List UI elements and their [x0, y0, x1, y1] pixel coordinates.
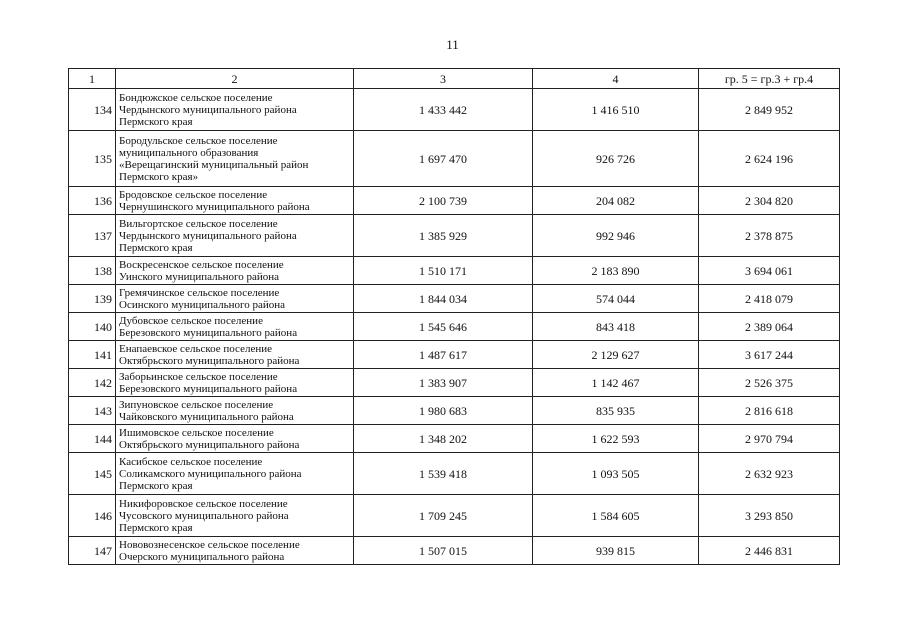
settlement-name: [116, 453, 354, 495]
settlement-name-line: Бродовское сельское поселение: [119, 188, 268, 201]
settlement-name-line: Нововознесенское сельское поселение: [119, 538, 300, 551]
settlement-name-line: Березовского муниципального района: [119, 382, 298, 395]
value-col5: 2 446 831: [699, 537, 840, 565]
value-col3: 2 100 739: [354, 187, 533, 215]
settlement-name-line: Касибское сельское поселение: [119, 455, 263, 468]
settlement-name-line: муниципального образования: [119, 146, 259, 159]
settlement-name: [116, 341, 354, 369]
value-col3: 1 433 442: [354, 89, 533, 131]
value-col4: 2 183 890: [533, 257, 699, 285]
value-col3: 1 844 034: [354, 285, 533, 313]
value-col4: 574 044: [533, 285, 699, 313]
value-col4: 835 935: [533, 397, 699, 425]
value-col4: 926 726: [533, 131, 699, 187]
header-col-5: гр. 5 = гр.3 + гр.4: [699, 69, 840, 89]
settlement-name-line: Пермского края: [119, 479, 193, 492]
settlement-name-line: Соликамского муниципального района: [119, 467, 302, 480]
value-col5: 3 694 061: [699, 257, 840, 285]
table-header-row: [69, 69, 840, 89]
value-col5: 2 849 952: [699, 89, 840, 131]
value-col5: 2 526 375: [699, 369, 840, 397]
table-row: [69, 341, 840, 369]
value-col3: 1 697 470: [354, 131, 533, 187]
table-row: [69, 187, 840, 215]
value-col5: 3 617 244: [699, 341, 840, 369]
settlement-name-line: Чусовского муниципального района: [119, 509, 289, 522]
value-col3: 1 507 015: [354, 537, 533, 565]
page-number: 11: [446, 37, 459, 52]
header-col-4: 4: [533, 69, 699, 89]
settlement-name-line: Енапаевское сельское поселение: [119, 342, 272, 355]
value-col3: 1 348 202: [354, 425, 533, 453]
table-row: [69, 397, 840, 425]
settlement-name: [116, 313, 354, 341]
settlement-name-line: «Верещагинский муниципальный район: [119, 158, 309, 171]
value-col3: 1 385 929: [354, 215, 533, 257]
settlement-name-line: Чердынского муниципального района: [119, 229, 297, 242]
row-number: 140: [69, 313, 116, 341]
value-col4: 992 946: [533, 215, 699, 257]
settlement-name-line: Чайковского муниципального района: [119, 410, 294, 423]
settlement-name-line: Ишимовское сельское поселение: [119, 426, 274, 439]
settlement-name-line: Пермского края: [119, 115, 193, 128]
settlement-name: [116, 215, 354, 257]
row-number: 139: [69, 285, 116, 313]
row-number: 146: [69, 495, 116, 537]
row-number: 145: [69, 453, 116, 495]
table-row: [69, 495, 840, 537]
value-col3: 1 510 171: [354, 257, 533, 285]
value-col3: 1 709 245: [354, 495, 533, 537]
row-number: 137: [69, 215, 116, 257]
settlement-name-line: Березовского муниципального района: [119, 326, 298, 339]
value-col5: 3 293 850: [699, 495, 840, 537]
settlement-name-line: Зипуновское сельское поселение: [119, 398, 274, 411]
value-col5: 2 624 196: [699, 131, 840, 187]
value-col3: 1 383 907: [354, 369, 533, 397]
row-number: 142: [69, 369, 116, 397]
value-col5: 2 632 923: [699, 453, 840, 495]
table-row: [69, 89, 840, 131]
settlement-name-line: Заборьинское сельское поселение: [119, 370, 278, 383]
row-number: 143: [69, 397, 116, 425]
settlement-name: [116, 495, 354, 537]
value-col5: 2 378 875: [699, 215, 840, 257]
value-col4: 1 142 467: [533, 369, 699, 397]
table-row: [69, 131, 840, 187]
table-row: [69, 425, 840, 453]
settlement-name-line: Воскресенское сельское поселение: [119, 258, 284, 271]
settlement-name-line: Дубовское сельское поселение: [119, 314, 263, 327]
value-col5: 2 816 618: [699, 397, 840, 425]
table-row: [69, 369, 840, 397]
value-col4: 1 622 593: [533, 425, 699, 453]
settlement-name-line: Никифоровское сельское поселение: [119, 497, 288, 510]
value-col3: 1 487 617: [354, 341, 533, 369]
header-col-3: 3: [354, 69, 533, 89]
settlement-name-line: Очерского муниципального района: [119, 550, 285, 563]
settlement-name-line: Пермского края»: [119, 170, 199, 183]
settlement-name-line: Чернушинского муниципального района: [119, 200, 310, 213]
table-row: [69, 313, 840, 341]
value-col4: 843 418: [533, 313, 699, 341]
settlement-name-line: Уинского муниципального района: [119, 270, 280, 283]
settlement-name: [116, 285, 354, 313]
value-col4: 1 093 505: [533, 453, 699, 495]
value-col4: 1 416 510: [533, 89, 699, 131]
value-col5: 2 418 079: [699, 285, 840, 313]
settlement-name-line: Вильгортское сельское поселение: [119, 217, 278, 230]
value-col3: 1 980 683: [354, 397, 533, 425]
table-row: [69, 285, 840, 313]
settlement-name-line: Осинского муниципального района: [119, 298, 286, 311]
settlement-name: [116, 187, 354, 215]
settlement-name-line: Октябрьского муниципального района: [119, 354, 300, 367]
settlement-name-line: Чердынского муниципального района: [119, 103, 297, 116]
value-col4: 2 129 627: [533, 341, 699, 369]
table-row: [69, 215, 840, 257]
value-col4: 1 584 605: [533, 495, 699, 537]
value-col4: 204 082: [533, 187, 699, 215]
settlement-name: [116, 257, 354, 285]
table-row: [69, 453, 840, 495]
settlement-name: [116, 537, 354, 565]
row-number: 135: [69, 131, 116, 187]
row-number: 138: [69, 257, 116, 285]
header-col-1: 1: [69, 69, 116, 89]
row-number: 144: [69, 425, 116, 453]
value-col3: 1 545 646: [354, 313, 533, 341]
settlement-name: [116, 89, 354, 131]
header-col-2: 2: [116, 69, 354, 89]
row-number: 134: [69, 89, 116, 131]
row-number: 136: [69, 187, 116, 215]
value-col4: 939 815: [533, 537, 699, 565]
settlement-name-line: Бородульское сельское поселение: [119, 134, 278, 147]
settlement-name-line: Октябрьского муниципального района: [119, 438, 300, 451]
row-number: 147: [69, 537, 116, 565]
value-col5: 2 970 794: [699, 425, 840, 453]
settlements-table: [68, 68, 840, 565]
settlement-name-line: Пермского края: [119, 241, 193, 254]
settlement-name: [116, 369, 354, 397]
settlement-name-line: Гремячинское сельское поселение: [119, 286, 280, 299]
value-col5: 2 304 820: [699, 187, 840, 215]
value-col5: 2 389 064: [699, 313, 840, 341]
value-col3: 1 539 418: [354, 453, 533, 495]
table-row: [69, 537, 840, 565]
settlement-name: [116, 397, 354, 425]
settlement-name: [116, 131, 354, 187]
settlement-name-line: Бондюжское сельское поселение: [119, 91, 273, 104]
settlement-name: [116, 425, 354, 453]
row-number: 141: [69, 341, 116, 369]
table-row: [69, 257, 840, 285]
settlement-name-line: Пермского края: [119, 521, 193, 534]
